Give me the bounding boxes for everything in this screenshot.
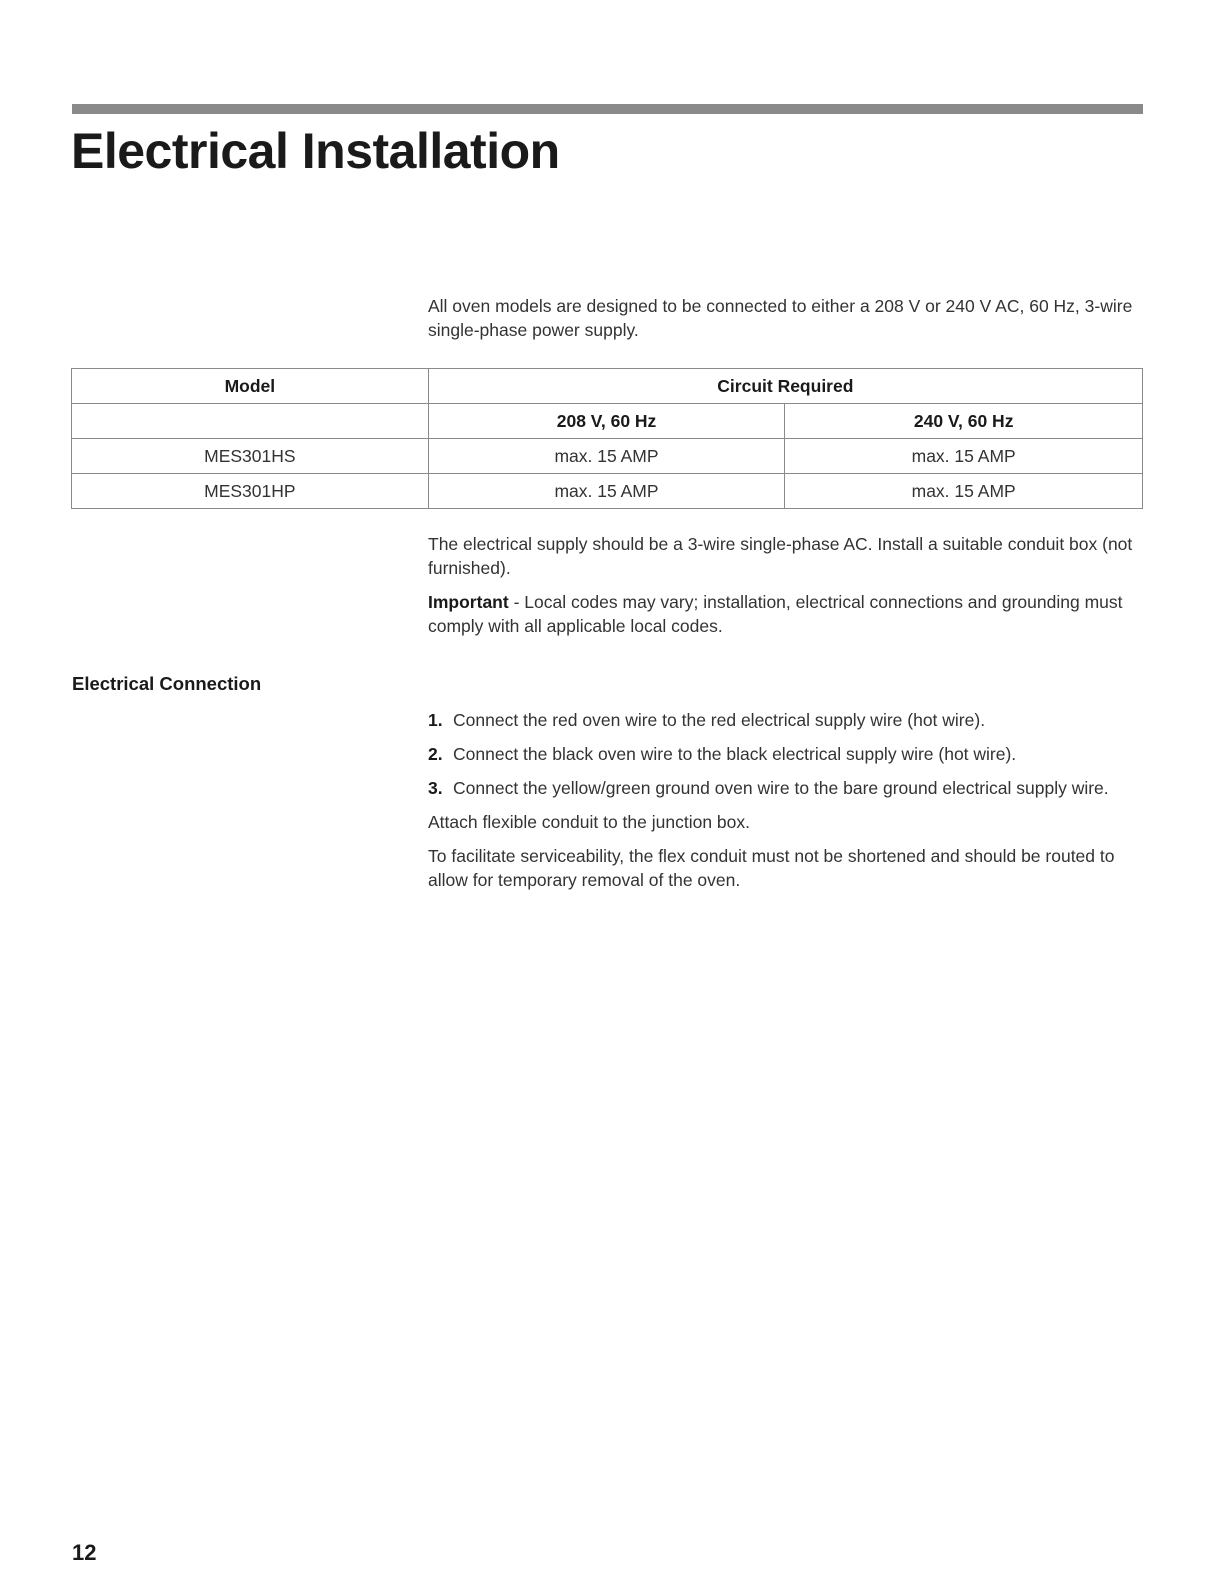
subheader-240v: 240 V, 60 Hz bbox=[785, 404, 1143, 439]
important-label: Important bbox=[428, 592, 509, 612]
header-circuit-required: Circuit Required bbox=[428, 369, 1142, 404]
top-rule bbox=[72, 104, 1143, 114]
subheader-208v: 208 V, 60 Hz bbox=[428, 404, 785, 439]
step-text: Connect the red oven wire to the red electrical supply wire (hot wire). bbox=[453, 710, 986, 730]
list-item bbox=[428, 742, 1143, 766]
section-heading-electrical-connection: Electrical Connection bbox=[72, 673, 262, 694]
important-note bbox=[428, 590, 1143, 638]
table-row bbox=[72, 439, 1143, 474]
table-subheader-row bbox=[72, 404, 1143, 439]
step-text: Connect the yellow/green ground oven wire to the bare ground electrical supply wire. bbox=[453, 778, 1109, 798]
cell-model: MES301HP bbox=[72, 474, 429, 509]
important-text: - Local codes may vary; installation, electrical connections and grounding must comply with all applicable local codes. bbox=[428, 592, 1123, 636]
step-number: 2. bbox=[428, 744, 443, 764]
service-note: To facilitate serviceability, the flex conduit must not be shortened and should be routed to allow for temporary removal of the oven. bbox=[428, 846, 1115, 890]
supply-notes bbox=[428, 532, 1143, 638]
cell-240v: max. 15 AMP bbox=[785, 439, 1143, 474]
cell-240v: max. 15 AMP bbox=[785, 474, 1143, 509]
cell-208v: max. 15 AMP bbox=[428, 439, 785, 474]
conduit-note: Attach flexible conduit to the junction box. bbox=[428, 812, 751, 832]
page-title: Electrical Installation bbox=[71, 123, 560, 179]
table-header-row bbox=[72, 369, 1143, 404]
cell-208v: max. 15 AMP bbox=[428, 474, 785, 509]
circuit-table bbox=[71, 368, 1143, 509]
supply-note: The electrical supply should be a 3-wire single-phase AC. Install a suitable conduit box (not furnished). bbox=[428, 534, 1133, 578]
intro-paragraph bbox=[428, 294, 1143, 342]
connection-steps bbox=[428, 708, 1143, 892]
step-text: Connect the black oven wire to the black electrical supply wire (hot wire). bbox=[453, 744, 1017, 764]
cell-model: MES301HS bbox=[72, 439, 429, 474]
header-model: Model bbox=[72, 369, 429, 404]
step-number: 1. bbox=[428, 710, 443, 730]
table-row bbox=[72, 474, 1143, 509]
list-item bbox=[428, 776, 1143, 800]
intro-text: All oven models are designed to be connected to either a 208 V or 240 V AC, 60 Hz, 3-wire single-phase power supply. bbox=[428, 296, 1133, 340]
step-number: 3. bbox=[428, 778, 443, 798]
subheader-empty bbox=[72, 404, 429, 439]
page-number: 12 bbox=[72, 1540, 97, 1565]
list-item bbox=[428, 708, 1143, 732]
